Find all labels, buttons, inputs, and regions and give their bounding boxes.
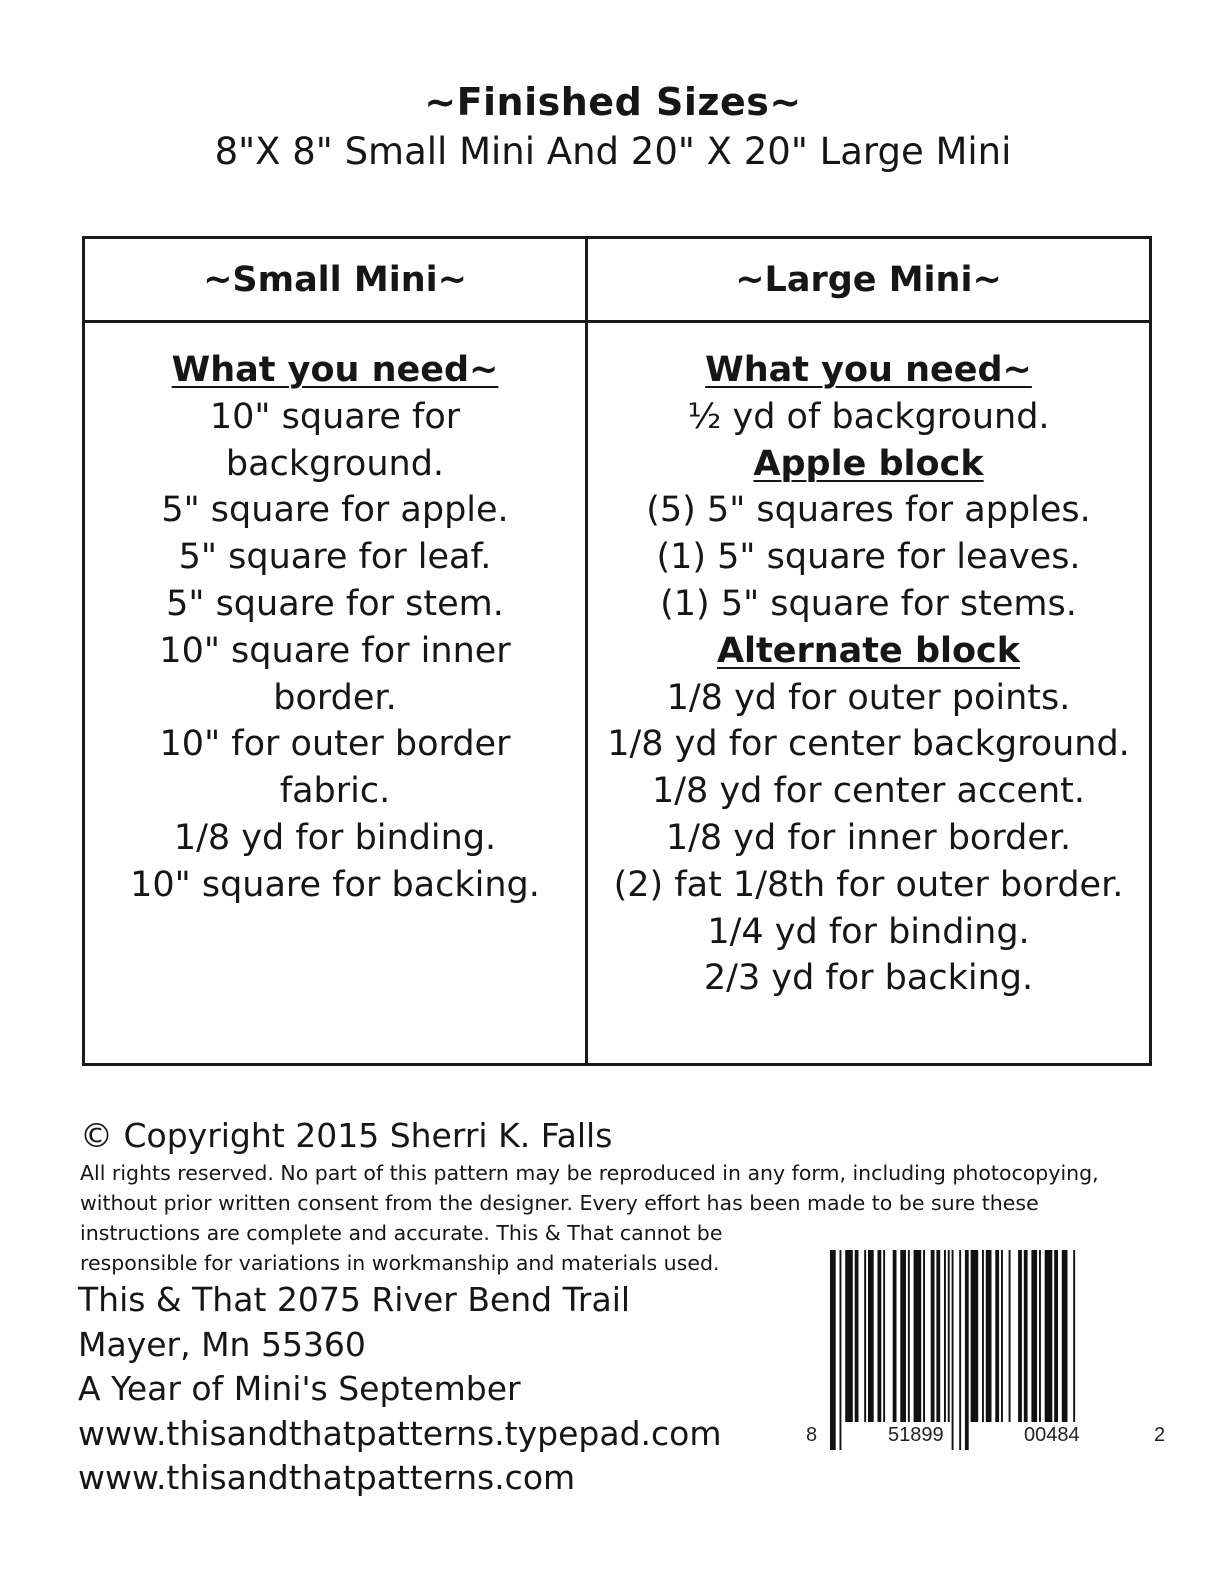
material-item: fabric.	[279, 771, 391, 812]
material-item: 1/8 yd for center accent.	[652, 771, 1085, 812]
barcode-bar	[982, 1250, 984, 1422]
barcode-bars	[800, 1250, 1180, 1460]
page-subtitle: 8"X 8" Small Mini And 20" X 20" Large Mini	[214, 130, 1012, 173]
material-item: 1/8 yd for outer points.	[666, 677, 1071, 718]
barcode-bar	[971, 1250, 979, 1422]
barcode-bar	[923, 1250, 925, 1422]
page-title: ~Finished Sizes~	[424, 80, 802, 124]
section-heading: What you need~	[705, 350, 1032, 390]
barcode-bar	[936, 1250, 940, 1422]
large-mini-list	[588, 323, 1149, 1002]
small-mini-heading: ~Small Mini~	[85, 239, 585, 323]
barcode-bar	[908, 1250, 910, 1422]
large-mini-column	[588, 239, 1149, 1063]
barcode-check-digit: 2	[1154, 1424, 1166, 1446]
barcode-bar	[830, 1250, 836, 1450]
material-item: 5" square for leaf.	[178, 537, 492, 578]
address-city: Mayer, Mn 55360	[78, 1324, 366, 1364]
rights-line: without prior written consent from the designer. Every effort has been made to be sure these	[80, 1191, 1039, 1215]
barcode-bar	[1024, 1250, 1028, 1422]
website-link[interactable]: www.thisandthatpatterns.typepad.com	[78, 1413, 722, 1453]
barcode-bar	[864, 1250, 866, 1422]
barcode-bar	[1018, 1250, 1022, 1422]
barcode-bar	[1045, 1250, 1053, 1422]
barcode-left-group: 51899	[888, 1424, 944, 1446]
publisher-info	[78, 1278, 721, 1501]
material-item: 10" square for	[209, 396, 461, 437]
barcode-bar	[931, 1250, 935, 1422]
section-heading: Alternate block	[716, 630, 1021, 671]
large-mini-heading: ~Large Mini~	[588, 239, 1149, 323]
barcode-bar	[948, 1250, 950, 1422]
material-item: ½ yd of background.	[687, 396, 1050, 437]
barcode-bar	[959, 1250, 961, 1450]
section-heading: Apple block	[753, 443, 984, 484]
address-street: This & That 2075 River Bend Trail	[78, 1280, 631, 1319]
barcode-bar	[914, 1250, 922, 1422]
material-item: 10" for outer border	[159, 724, 511, 765]
barcode-bar	[878, 1250, 882, 1422]
series-name: A Year of Mini's September	[78, 1369, 521, 1408]
barcode-bar	[855, 1250, 859, 1422]
small-mini-column	[85, 239, 588, 1063]
barcode-right-group: 00484	[1024, 1424, 1080, 1446]
material-item: (2) fat 1/8th for outer border.	[613, 864, 1124, 905]
material-item: (1) 5" square for leaves.	[656, 537, 1081, 578]
barcode-bar	[944, 1250, 946, 1422]
rights-line: All rights reserved. No part of this pattern may be reproduced in any form, including photocopying,	[80, 1161, 1099, 1185]
material-item: 1/8 yd for binding.	[173, 817, 497, 858]
material-item: 1/8 yd for center background.	[607, 724, 1130, 765]
barcode-bar	[1073, 1250, 1075, 1422]
material-item: 2/3 yd for backing.	[703, 958, 1034, 999]
rights-line: responsible for variations in workmanship and materials used.	[80, 1251, 720, 1275]
requirements-table	[82, 236, 1152, 1066]
material-item: background.	[225, 443, 445, 484]
website-link[interactable]: www.thisandthatpatterns.com	[78, 1458, 576, 1497]
section-heading: What you need~	[171, 350, 499, 390]
barcode-bar	[840, 1250, 842, 1450]
barcode-bar	[1031, 1250, 1037, 1422]
copyright: © Copyright 2015 Sherri K. Falls	[80, 1116, 613, 1155]
barcode-bar	[868, 1250, 874, 1422]
material-item: 10" square for backing.	[130, 864, 540, 905]
barcode-bar	[1039, 1250, 1041, 1422]
barcode	[800, 1250, 1180, 1460]
barcode-bar	[883, 1250, 885, 1422]
barcode-bar	[1062, 1250, 1068, 1422]
barcode-bar	[952, 1250, 954, 1450]
material-item: (1) 5" square for stems.	[660, 583, 1077, 624]
barcode-bar	[1001, 1250, 1003, 1422]
material-item: 1/4 yd for binding.	[707, 911, 1030, 952]
barcode-bar	[1054, 1250, 1058, 1422]
rights-line: instructions are complete and accurate. This & That cannot be	[80, 1221, 723, 1245]
small-mini-list	[85, 323, 585, 909]
material-item: border.	[273, 677, 397, 718]
barcode-leading-digit: 8	[806, 1424, 818, 1446]
barcode-bar	[893, 1250, 897, 1422]
material-item: 10" square for inner	[159, 630, 511, 671]
barcode-bar	[900, 1250, 906, 1422]
barcode-bar	[845, 1250, 853, 1422]
material-item: (5) 5" squares for apples.	[646, 490, 1091, 531]
material-item: 5" square for stem.	[166, 583, 504, 624]
material-item: 1/8 yd for inner border.	[665, 817, 1072, 858]
material-item: 5" square for apple.	[161, 490, 509, 531]
barcode-bar	[1009, 1250, 1011, 1422]
barcode-bar	[986, 1250, 992, 1422]
barcode-bar	[965, 1250, 969, 1450]
barcode-bar	[995, 1250, 999, 1422]
